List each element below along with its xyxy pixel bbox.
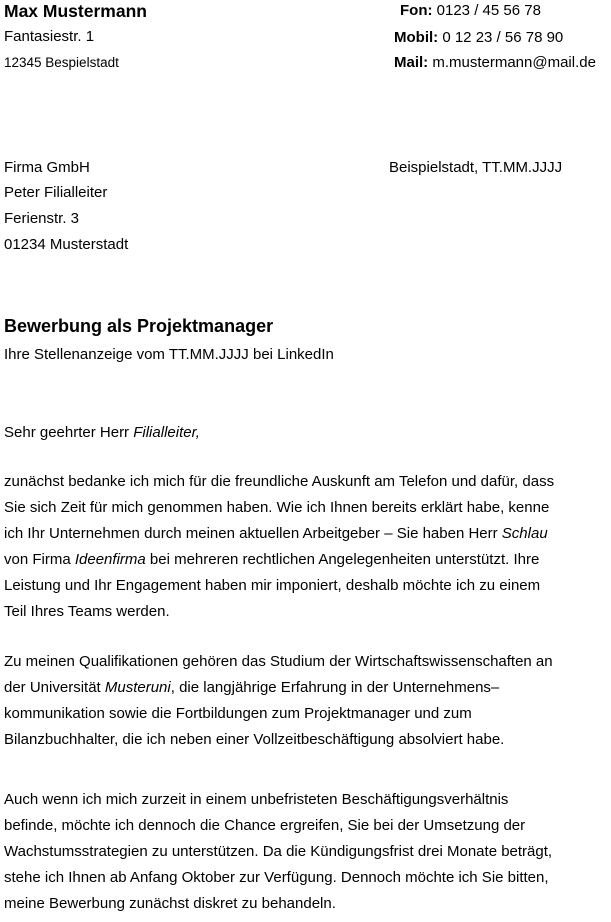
- recipient-person: Peter Filialleiter: [4, 184, 108, 201]
- paragraph-line: [4, 547, 608, 573]
- contact-mobil: [394, 29, 563, 46]
- body-paragraph-3: [4, 787, 608, 917]
- mail-label: Mail:: [394, 54, 429, 71]
- paragraph-line: Bilanzbuchhalter, die ich neben einer Vollzeitbeschäftigung absolviert habe.: [4, 731, 505, 748]
- line-text: der Universität: [4, 679, 105, 696]
- paragraph-line: Auch wenn ich mich zurzeit in einem unbefristeten Beschäftigungsverhältnis: [4, 791, 509, 808]
- paragraph-line: Zu meinen Qualifikationen gehören das Studium der Wirtschaftswissenschaften an: [4, 653, 553, 670]
- recipient-street: Ferienstr. 3: [4, 210, 80, 227]
- line-text: bei mehreren rechtlichen Angelegenheiten unterstützt. Ihre: [145, 551, 540, 568]
- salutation: [4, 424, 200, 441]
- salutation-name: Filialleiter,: [133, 424, 200, 441]
- body-paragraph-2: [4, 649, 608, 753]
- paragraph-line: meine Bewerbung zunächst diskret zu behandeln.: [4, 895, 336, 912]
- paragraph-line: Sie sich Zeit für mich genommen haben. Wie ich Ihnen bereits erklärt habe, kenne: [4, 499, 550, 516]
- paragraph-line: [4, 521, 608, 547]
- letter-subject: Bewerbung als Projektmanager: [4, 316, 274, 336]
- paragraph-line: zunächst bedanke ich mich für die freundliche Auskunft am Telefon und dafür, dass: [4, 473, 555, 490]
- contact-fon: [400, 2, 541, 19]
- mobil-label: Mobil:: [394, 29, 439, 46]
- line-text: von Firma: [4, 551, 75, 568]
- paragraph-line: Leistung und Ihr Engagement haben mir imponiert, deshalb möchte ich zu einem: [4, 577, 541, 594]
- recipient-company: Firma GmbH: [4, 159, 90, 176]
- sender-name: Max Mustermann: [4, 1, 147, 21]
- paragraph-line: stehe ich Ihnen ab Anfang Oktober zur Verfügung. Dennoch möchte ich Sie bitten,: [4, 869, 549, 886]
- mail-value: m.mustermann@mail.de: [432, 54, 596, 71]
- line-italic: Musteruni: [104, 679, 171, 696]
- salutation-prefix: Sehr geehrter Herr: [4, 424, 134, 441]
- fon-value: 0123 / 45 56 78: [436, 2, 541, 19]
- paragraph-line: [4, 675, 608, 701]
- paragraph-line: Teil Ihres Teams werden.: [4, 603, 170, 620]
- sender-city: 12345 Bespielstadt: [4, 55, 119, 70]
- paragraph-line: befinde, möchte ich dennoch die Chance ergreifen, Sie bei der Umsetzung der: [4, 817, 526, 834]
- line-italic: Schlau: [501, 525, 548, 542]
- line-text: , die langjährige Erfahrung in der Unternehmens–: [170, 679, 500, 696]
- fon-label: Fon:: [400, 2, 433, 19]
- sender-street: Fantasiestr. 1: [4, 28, 95, 45]
- line-text: ich Ihr Unternehmen durch meinen aktuellen Arbeitgeber – Sie haben Herr: [4, 525, 502, 542]
- contact-mail: [394, 54, 596, 71]
- line-italic: Ideenfirma: [74, 551, 146, 568]
- letter-reference: Ihre Stellenanzeige vom TT.MM.JJJJ bei LinkedIn: [4, 346, 334, 363]
- recipient-city: 01234 Musterstadt: [4, 236, 129, 253]
- mobil-value: 0 12 23 / 56 78 90: [442, 29, 564, 46]
- place-date: Beispielstadt, TT.MM.JJJJ: [389, 159, 563, 176]
- paragraph-line: kommunikation sowie die Fortbildungen zum Projektmanager und zum: [4, 705, 472, 722]
- body-paragraph-1: [4, 469, 608, 625]
- paragraph-line: Wachstumsstrategien zu unterstützen. Da die Kündigungsfrist drei Monate beträgt,: [4, 843, 553, 860]
